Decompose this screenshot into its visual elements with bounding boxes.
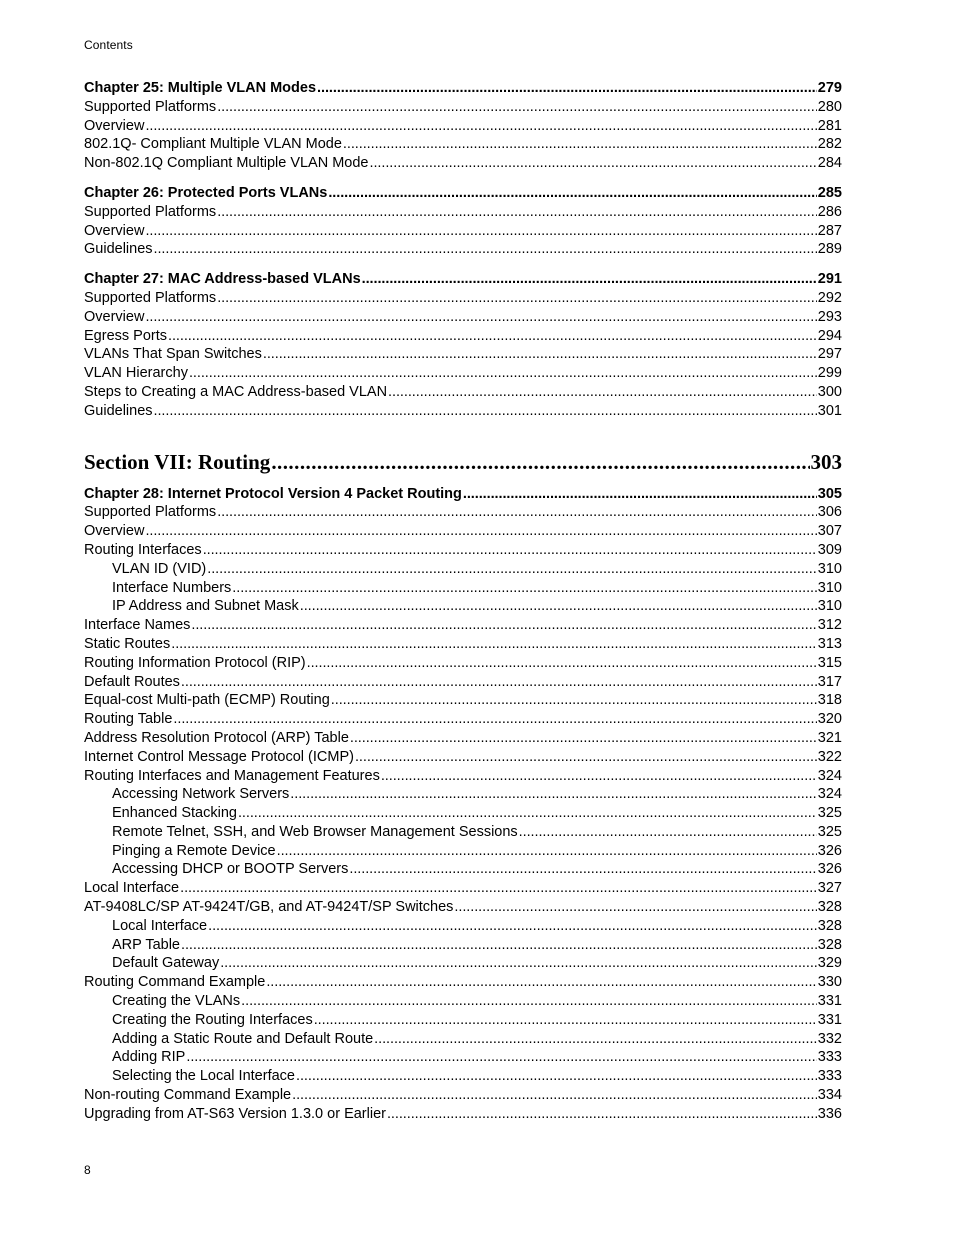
toc-dot-leader xyxy=(519,823,817,842)
toc-entry-title: Default Gateway xyxy=(112,955,220,972)
toc-page-number: 325 xyxy=(817,823,842,840)
toc-dot-leader xyxy=(277,842,817,861)
toc-entry[interactable] xyxy=(84,691,842,710)
toc-entry[interactable] xyxy=(84,98,842,117)
toc-dot-leader xyxy=(263,345,817,364)
toc-entry-title: Non-routing Command Example xyxy=(84,1087,292,1104)
toc-entry[interactable] xyxy=(84,117,842,136)
toc-page-number: 328 xyxy=(817,899,842,916)
toc-page-number: 333 xyxy=(817,1068,842,1085)
toc-dot-leader xyxy=(154,402,817,421)
toc-page-number: 279 xyxy=(817,80,842,96)
toc-page-number: 289 xyxy=(817,241,842,258)
toc-section-heading[interactable] xyxy=(84,447,842,477)
toc-entry[interactable] xyxy=(84,289,842,308)
toc-page-number: 312 xyxy=(817,617,842,634)
toc-dot-leader xyxy=(463,485,817,504)
toc-dot-leader xyxy=(387,1105,817,1124)
toc-entry[interactable] xyxy=(84,729,842,748)
toc-entry-title: Chapter 27: MAC Address-based VLANs xyxy=(84,271,361,288)
toc-page-number: 310 xyxy=(817,579,842,596)
toc-entry-title: VLAN ID (VID) xyxy=(112,560,207,577)
toc-subentry[interactable] xyxy=(84,842,842,861)
toc-dot-leader xyxy=(217,98,817,117)
toc-entry-title: Adding RIP xyxy=(112,1049,186,1066)
toc-page-number: 285 xyxy=(817,184,842,201)
toc-page-number: 305 xyxy=(817,485,842,502)
toc-entry-title: Chapter 28: Internet Protocol Version 4 Packet Routing xyxy=(84,485,462,502)
toc-page-number: 321 xyxy=(817,729,842,746)
toc-entry[interactable] xyxy=(84,364,842,383)
toc-dot-leader xyxy=(454,898,816,917)
toc-entry[interactable] xyxy=(84,898,842,917)
toc-entry-title: Routing Interfaces and Management Features xyxy=(84,767,380,784)
toc-entry[interactable] xyxy=(84,154,842,173)
toc-dot-leader xyxy=(207,560,817,579)
toc-dot-leader xyxy=(266,973,816,992)
toc-dot-leader xyxy=(271,447,809,477)
toc-subentry[interactable] xyxy=(84,992,842,1011)
toc-page-number: 300 xyxy=(817,383,842,400)
toc-entry-title: 802.1Q- Compliant Multiple VLAN Mode xyxy=(84,136,342,153)
toc-entry[interactable] xyxy=(84,767,842,786)
toc-dot-leader xyxy=(238,804,817,823)
toc-entry-title: Internet Control Message Protocol (ICMP) xyxy=(84,748,354,765)
toc-page-number: 322 xyxy=(817,748,842,765)
toc-entry[interactable] xyxy=(84,503,842,522)
toc-page-number: 313 xyxy=(817,635,842,652)
toc-dot-leader xyxy=(186,1048,816,1067)
toc-subentry[interactable] xyxy=(84,560,842,579)
toc-page-number: 328 xyxy=(817,936,842,953)
toc-entry[interactable] xyxy=(84,402,842,421)
toc-entry-title: Interface Numbers xyxy=(112,579,232,596)
toc-entry-title: Supported Platforms xyxy=(84,289,217,306)
toc-dot-leader xyxy=(374,1030,817,1049)
toc-entry-title: Accessing Network Servers xyxy=(112,786,290,803)
toc-page-number: 292 xyxy=(817,289,842,306)
toc-dot-leader xyxy=(349,860,816,879)
toc-dot-leader xyxy=(168,327,817,346)
toc-dot-leader xyxy=(355,748,817,767)
toc-entry-title: Static Routes xyxy=(84,635,171,652)
toc-page-number: 280 xyxy=(817,98,842,115)
toc-dot-leader xyxy=(189,364,817,383)
toc-entry[interactable] xyxy=(84,203,842,222)
toc-subentry[interactable] xyxy=(84,804,842,823)
toc-entry-title: Overview xyxy=(84,523,145,540)
toc-subentry[interactable] xyxy=(84,860,842,879)
toc-chapter-entry[interactable] xyxy=(84,79,842,98)
toc-entry[interactable] xyxy=(84,673,842,692)
toc-entry-title: Steps to Creating a MAC Address-based VLAN xyxy=(84,383,388,400)
toc-entry-title: AT-9408LC/SP AT-9424T/GB, and AT-9424T/SP Switches xyxy=(84,899,454,916)
toc-page-number: 281 xyxy=(817,117,842,134)
toc-entry-title: Remote Telnet, SSH, and Web Browser Management Sessions xyxy=(112,823,518,840)
toc-subentry[interactable] xyxy=(84,1011,842,1030)
toc-entry[interactable] xyxy=(84,327,842,346)
toc-entry-title: Overview xyxy=(84,222,145,239)
toc-entry[interactable] xyxy=(84,879,842,898)
toc-entry-title: Address Resolution Protocol (ARP) Table xyxy=(84,729,349,746)
toc-entry-title: Supported Platforms xyxy=(84,203,217,220)
toc-page-number: 324 xyxy=(817,767,842,784)
toc-subentry[interactable] xyxy=(84,785,842,804)
toc-entry-title: Enhanced Stacking xyxy=(112,805,237,822)
toc-chapter-entry[interactable] xyxy=(84,485,842,504)
toc-subentry[interactable] xyxy=(84,597,842,616)
toc-dot-leader xyxy=(145,308,816,327)
toc-entry-title: Egress Ports xyxy=(84,327,167,344)
toc-entry[interactable] xyxy=(84,635,842,654)
toc-dot-leader xyxy=(317,79,817,98)
toc-dot-leader xyxy=(232,579,817,598)
toc-entry[interactable] xyxy=(84,1105,842,1124)
toc-page-number: 328 xyxy=(817,917,842,934)
toc-page-number: 329 xyxy=(817,955,842,972)
toc-entry-title: Selecting the Local Interface xyxy=(112,1068,295,1085)
toc-page-number: 317 xyxy=(817,673,842,690)
toc-page-number: 297 xyxy=(817,346,842,363)
toc-dot-leader xyxy=(203,541,817,560)
toc-entry[interactable] xyxy=(84,654,842,673)
toc-entry-title: Routing Information Protocol (RIP) xyxy=(84,654,306,671)
toc-subentry[interactable] xyxy=(84,954,842,973)
toc-dot-leader xyxy=(350,729,817,748)
toc-dot-leader xyxy=(145,522,816,541)
toc-entry[interactable] xyxy=(84,240,842,259)
toc-dot-leader xyxy=(300,597,817,616)
toc-dot-leader xyxy=(220,954,817,973)
toc-page-number: 282 xyxy=(817,136,842,153)
toc-page-number: 332 xyxy=(817,1030,842,1047)
toc-dot-leader xyxy=(217,203,817,222)
toc-entry-title: Local Interface xyxy=(112,917,208,934)
toc-dot-leader xyxy=(331,691,817,710)
toc-entry-title: VLANs That Span Switches xyxy=(84,346,262,363)
toc-dot-leader xyxy=(180,879,817,898)
toc-page-number: 291 xyxy=(817,271,842,288)
toc-dot-leader xyxy=(145,222,816,241)
toc-subentry[interactable] xyxy=(84,1067,842,1086)
toc-page-number: 330 xyxy=(817,974,842,991)
toc-entry-title: ARP Table xyxy=(112,936,180,953)
toc-subentry[interactable] xyxy=(84,1030,842,1049)
toc-entry[interactable] xyxy=(84,383,842,402)
toc-page-number: 309 xyxy=(817,541,842,558)
toc-page-number: 306 xyxy=(817,504,842,521)
toc-subentry[interactable] xyxy=(84,936,842,955)
toc-entry-title: Overview xyxy=(84,308,145,325)
toc-dot-leader xyxy=(208,917,817,936)
toc-page-number: 334 xyxy=(817,1087,842,1104)
toc-entry-title: Routing Command Example xyxy=(84,974,266,991)
toc-dot-leader xyxy=(370,154,817,173)
toc-dot-leader xyxy=(181,936,817,955)
toc-page-number: 310 xyxy=(817,598,842,615)
toc-entry[interactable] xyxy=(84,308,842,327)
toc-entry-title: Routing Interfaces xyxy=(84,541,202,558)
toc-entry-title: Accessing DHCP or BOOTP Servers xyxy=(112,861,349,878)
toc-subentry[interactable] xyxy=(84,579,842,598)
toc-page-number: 315 xyxy=(817,654,842,671)
toc-dot-leader xyxy=(314,1011,817,1030)
toc-dot-leader xyxy=(290,785,817,804)
toc-entry-title: IP Address and Subnet Mask xyxy=(112,598,299,615)
toc-entry[interactable] xyxy=(84,135,842,154)
toc-dot-leader xyxy=(388,383,817,402)
toc-entry[interactable] xyxy=(84,748,842,767)
toc-entry-title: Overview xyxy=(84,117,145,134)
toc-dot-leader xyxy=(181,673,817,692)
toc-page-number: 303 xyxy=(810,449,842,474)
toc-page-number: 310 xyxy=(817,560,842,577)
toc-entry-title: Routing Table xyxy=(84,711,173,728)
toc-dot-leader xyxy=(217,503,817,522)
toc-subentry[interactable] xyxy=(84,917,842,936)
toc-page-number: 324 xyxy=(817,786,842,803)
toc-entry-title: Section VII: Routing xyxy=(84,449,271,474)
toc-entry-title: Guidelines xyxy=(84,402,153,419)
toc-page-number: 336 xyxy=(817,1105,842,1122)
toc-entry-title: Chapter 26: Protected Ports VLANs xyxy=(84,184,328,201)
toc-page-number: 325 xyxy=(817,805,842,822)
table-of-contents xyxy=(84,79,842,1124)
toc-entry-title: Default Routes xyxy=(84,673,180,690)
toc-subentry[interactable] xyxy=(84,1048,842,1067)
toc-chapter-entry[interactable] xyxy=(84,184,842,203)
toc-entry-title: VLAN Hierarchy xyxy=(84,365,188,382)
toc-page-number: 333 xyxy=(817,1049,842,1066)
toc-entry-title: Supported Platforms xyxy=(84,98,217,115)
toc-entry-title: Equal-cost Multi-path (ECMP) Routing xyxy=(84,692,330,709)
toc-dot-leader xyxy=(145,117,816,136)
toc-entry[interactable] xyxy=(84,710,842,729)
toc-entry[interactable] xyxy=(84,1086,842,1105)
toc-entry[interactable] xyxy=(84,541,842,560)
toc-entry-title: Interface Names xyxy=(84,617,191,634)
toc-entry-title: Creating the Routing Interfaces xyxy=(112,1011,313,1028)
toc-page-number: 331 xyxy=(817,1011,842,1028)
toc-entry[interactable] xyxy=(84,222,842,241)
toc-page-number: 287 xyxy=(817,222,842,239)
toc-dot-leader xyxy=(296,1067,817,1086)
toc-page-number: 307 xyxy=(817,523,842,540)
toc-dot-leader xyxy=(292,1086,817,1105)
toc-page-number: 284 xyxy=(817,155,842,172)
toc-chapter-entry[interactable] xyxy=(84,270,842,289)
toc-dot-leader xyxy=(217,289,817,308)
page-number: 8 xyxy=(84,1163,91,1177)
toc-dot-leader xyxy=(154,240,817,259)
toc-dot-leader xyxy=(171,635,817,654)
toc-page-number: 299 xyxy=(817,365,842,382)
toc-page-number: 326 xyxy=(817,861,842,878)
toc-entry[interactable] xyxy=(84,973,842,992)
toc-page-number: 294 xyxy=(817,327,842,344)
toc-entry-title: Non-802.1Q Compliant Multiple VLAN Mode xyxy=(84,155,369,172)
toc-dot-leader xyxy=(191,616,816,635)
toc-page-number: 301 xyxy=(817,402,842,419)
toc-subentry[interactable] xyxy=(84,823,842,842)
toc-entry[interactable] xyxy=(84,522,842,541)
toc-dot-leader xyxy=(173,710,816,729)
running-header: Contents xyxy=(84,38,133,52)
toc-page-number: 318 xyxy=(817,692,842,709)
toc-entry-title: Upgrading from AT-S63 Version 1.3.0 or Earlier xyxy=(84,1105,386,1122)
toc-entry[interactable] xyxy=(84,345,842,364)
toc-page-number: 326 xyxy=(817,842,842,859)
toc-dot-leader xyxy=(343,135,817,154)
toc-entry-title: Creating the VLANs xyxy=(112,993,241,1010)
toc-entry-title: Adding a Static Route and Default Route xyxy=(112,1030,374,1047)
toc-entry-title: Chapter 25: Multiple VLAN Modes xyxy=(84,80,317,96)
toc-page-number: 331 xyxy=(817,993,842,1010)
toc-page-number: 320 xyxy=(817,711,842,728)
toc-page-number: 286 xyxy=(817,203,842,220)
toc-page-number: 327 xyxy=(817,880,842,897)
toc-page-number: 293 xyxy=(817,308,842,325)
toc-dot-leader xyxy=(362,270,817,289)
toc-entry-title: Supported Platforms xyxy=(84,504,217,521)
toc-dot-leader xyxy=(381,767,817,786)
toc-dot-leader xyxy=(241,992,817,1011)
toc-dot-leader xyxy=(307,654,817,673)
toc-entry-title: Local Interface xyxy=(84,880,180,897)
toc-entry-title: Guidelines xyxy=(84,241,153,258)
toc-dot-leader xyxy=(328,184,816,203)
toc-entry[interactable] xyxy=(84,616,842,635)
toc-entry-title: Pinging a Remote Device xyxy=(112,842,276,859)
